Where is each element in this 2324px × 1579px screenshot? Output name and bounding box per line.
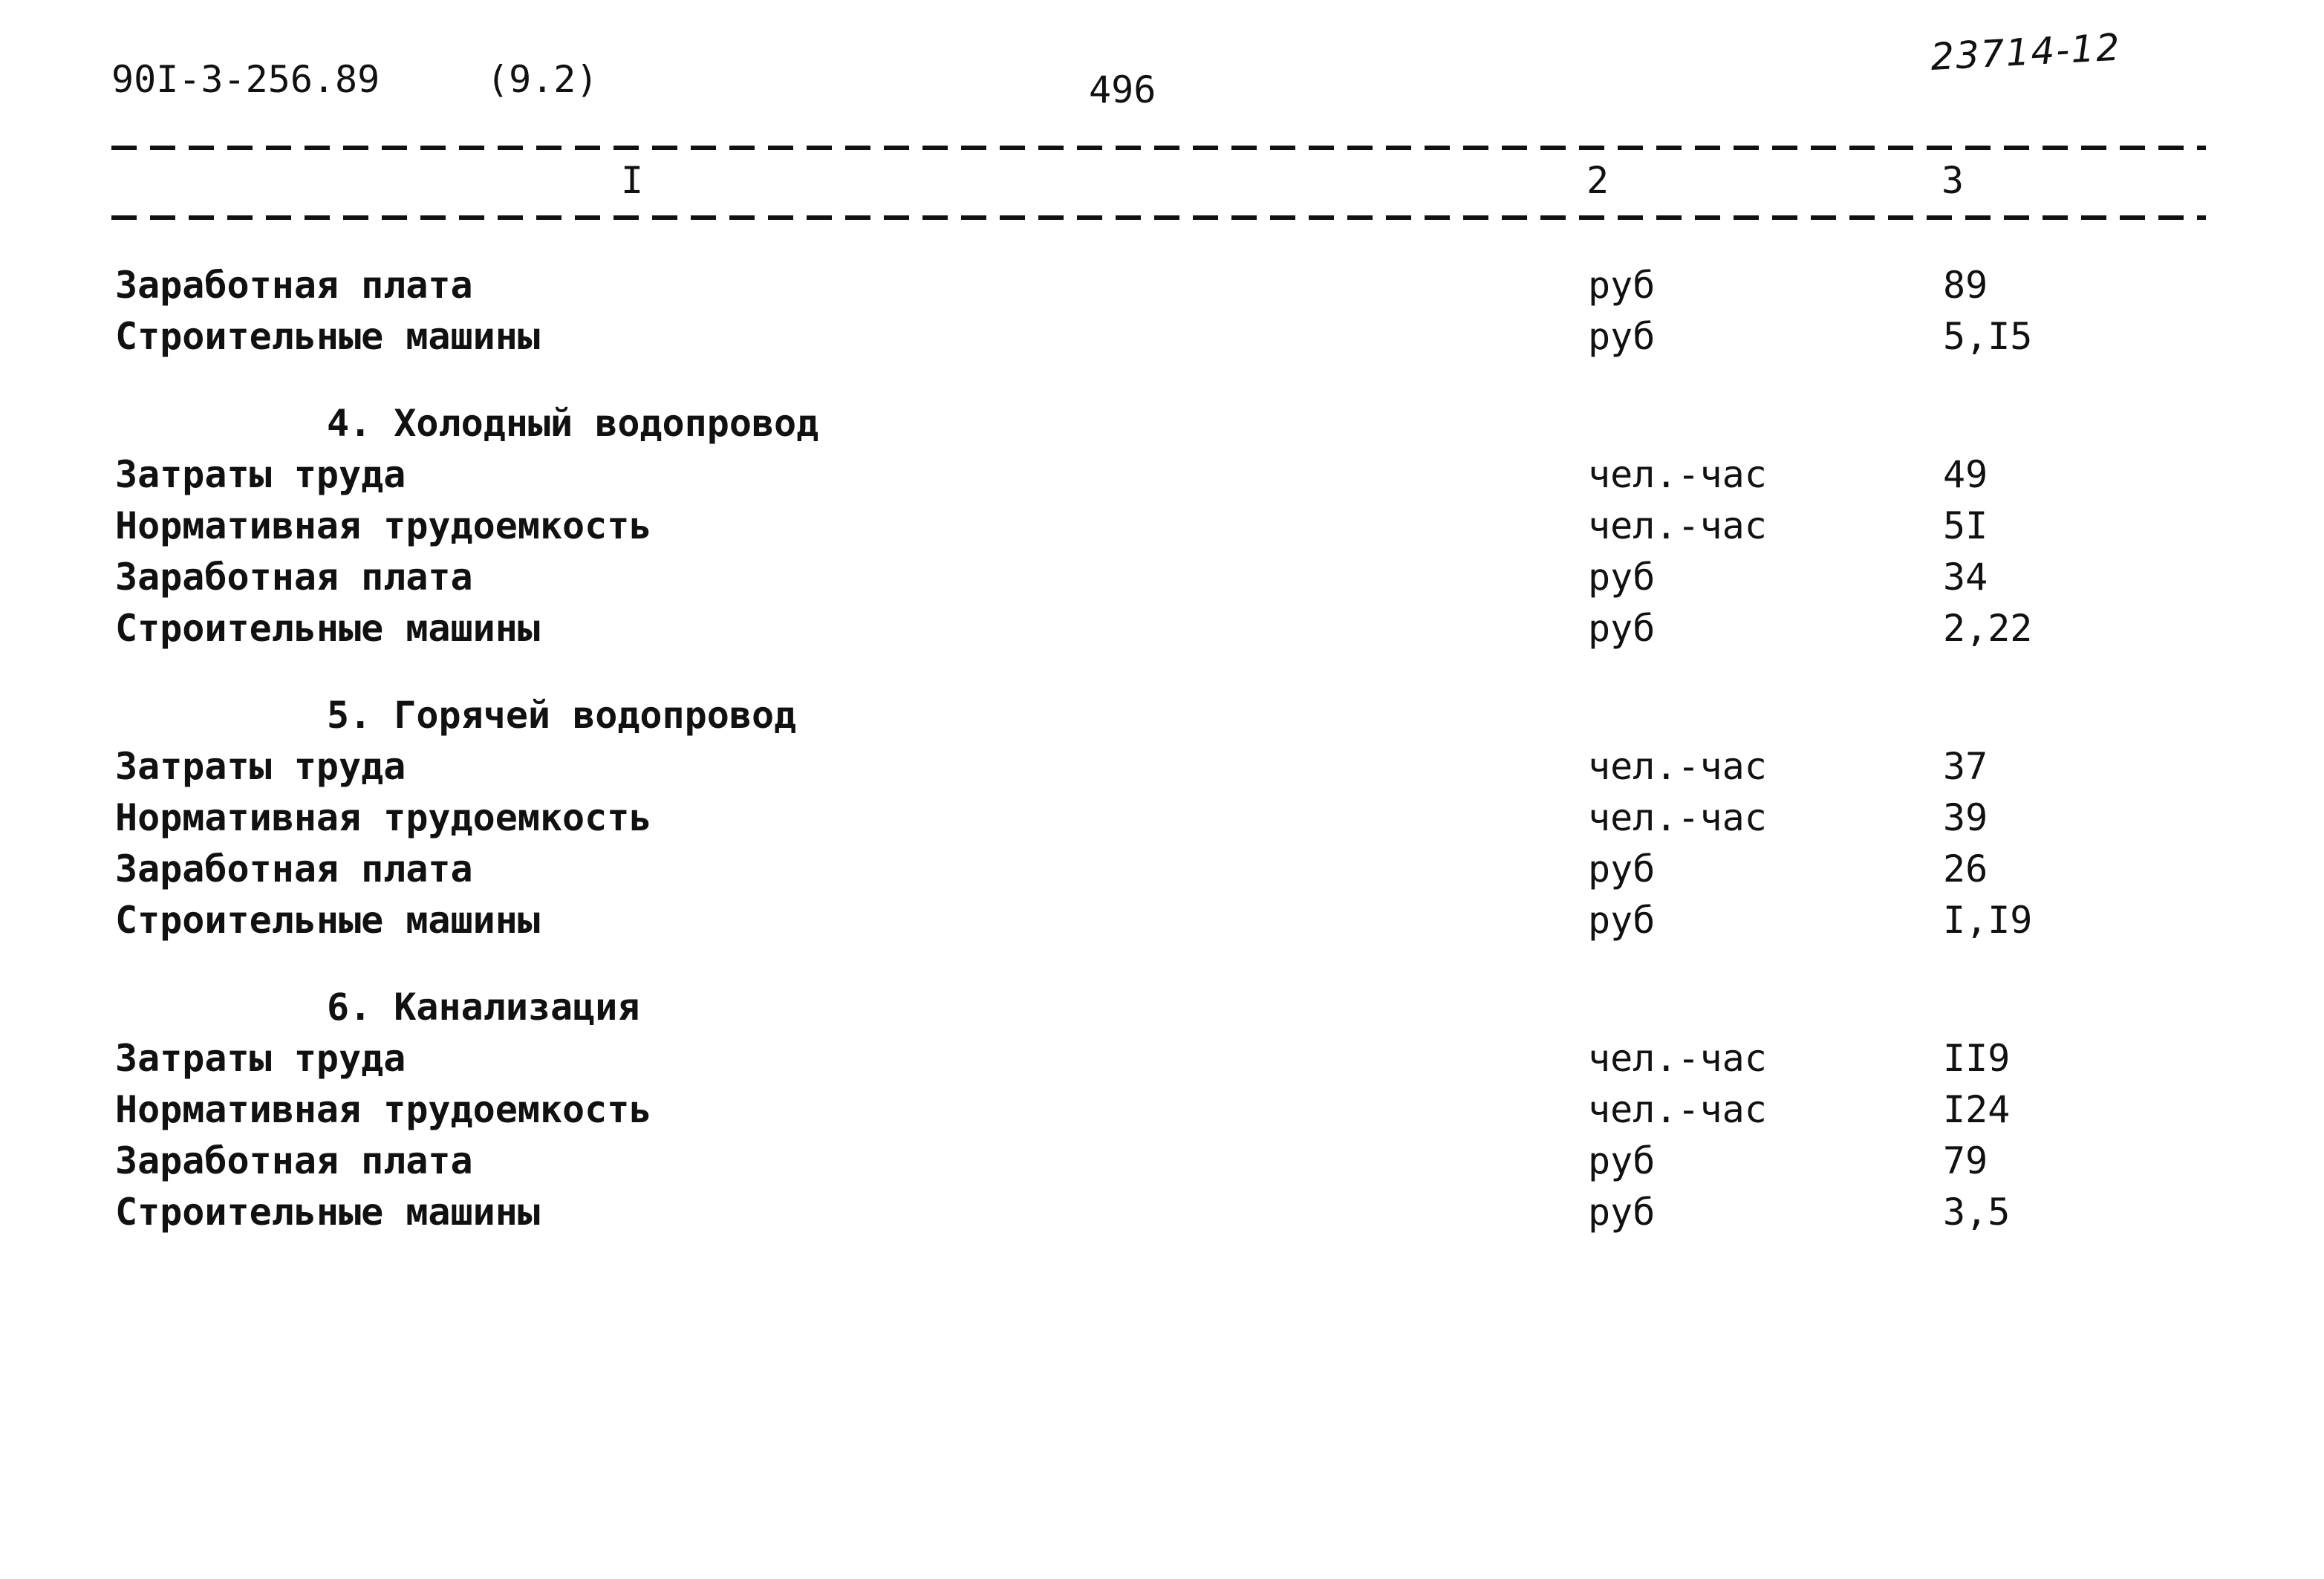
row-unit: руб (1588, 847, 1656, 891)
section-title-text: 5. Горячей водопровод (327, 694, 797, 737)
table-row (0, 1187, 2324, 1238)
table-row (0, 792, 2324, 844)
row-value: 5I (1943, 504, 1988, 547)
row-value: 5,I5 (1943, 315, 2033, 358)
row-value: 2,22 (1943, 607, 2033, 650)
section-title-cold-water (0, 398, 2324, 449)
table-row (0, 1033, 2324, 1084)
row-label: Нормативная трудоемкость (115, 796, 652, 839)
table-header-rule (111, 215, 2206, 220)
document-section: (9.2) (486, 58, 599, 101)
table-row (0, 311, 2324, 362)
section-title-hot-water (0, 690, 2324, 741)
table-body (0, 260, 2324, 1238)
row-label: Нормативная трудоемкость (115, 504, 652, 547)
table-row (0, 260, 2324, 311)
section-title-sewerage (0, 982, 2324, 1033)
table-row (0, 552, 2324, 603)
table-row (0, 844, 2324, 895)
row-label: Нормативная трудоемкость (115, 1088, 652, 1131)
document-code: 90I-3-256.89 (111, 58, 380, 101)
row-unit: руб (1588, 607, 1656, 650)
row-unit: руб (1588, 556, 1656, 599)
row-value: 49 (1943, 453, 1988, 496)
row-label: Строительные машины (115, 899, 540, 942)
row-label: Затраты труда (115, 745, 406, 788)
section-title-text: 6. Канализация (327, 986, 640, 1029)
table-row (0, 1084, 2324, 1136)
column-header-1: I (621, 159, 644, 202)
table-row (0, 741, 2324, 792)
row-unit: руб (1588, 1191, 1656, 1234)
row-value: I,I9 (1943, 899, 2033, 942)
column-header-3: 3 (1941, 159, 1965, 202)
table-top-rule (111, 146, 2206, 150)
table-row (0, 603, 2324, 654)
row-unit: чел.-час (1588, 453, 1767, 496)
table-row (0, 501, 2324, 552)
row-label: Затраты труда (115, 453, 406, 496)
row-value: II9 (1943, 1037, 2011, 1080)
row-label: Заработная плата (115, 264, 473, 307)
table-row (0, 895, 2324, 946)
row-unit: руб (1588, 899, 1656, 942)
row-unit: руб (1588, 1139, 1656, 1182)
row-unit: чел.-час (1588, 745, 1767, 788)
row-value: 39 (1943, 796, 1988, 839)
row-label: Строительные машины (115, 1191, 540, 1234)
row-label: Заработная плата (115, 1139, 473, 1182)
row-unit: чел.-час (1588, 504, 1767, 547)
row-value: 37 (1943, 745, 1988, 788)
table-row (0, 1136, 2324, 1187)
row-value: 34 (1943, 556, 1988, 599)
page-number: 496 (1089, 68, 1156, 111)
row-value: I24 (1943, 1088, 2011, 1131)
row-unit: чел.-час (1588, 796, 1767, 839)
table-row (0, 449, 2324, 501)
section-title-text: 4. Холодный водопровод (327, 402, 819, 445)
row-unit: чел.-час (1588, 1088, 1767, 1131)
row-label: Заработная плата (115, 847, 473, 891)
row-value: 3,5 (1943, 1191, 2011, 1234)
row-unit: руб (1588, 315, 1656, 358)
row-label: Строительные машины (115, 315, 540, 358)
row-unit: руб (1588, 264, 1656, 307)
column-header-2: 2 (1586, 159, 1609, 202)
row-value: 26 (1943, 847, 1988, 891)
row-value: 79 (1943, 1139, 1988, 1182)
row-label: Заработная плата (115, 556, 473, 599)
row-unit: чел.-час (1588, 1037, 1767, 1080)
row-label: Затраты труда (115, 1037, 406, 1080)
row-label: Строительные машины (115, 607, 540, 650)
row-value: 89 (1943, 264, 1988, 307)
handwritten-note: 23714-12 (1929, 25, 2123, 79)
